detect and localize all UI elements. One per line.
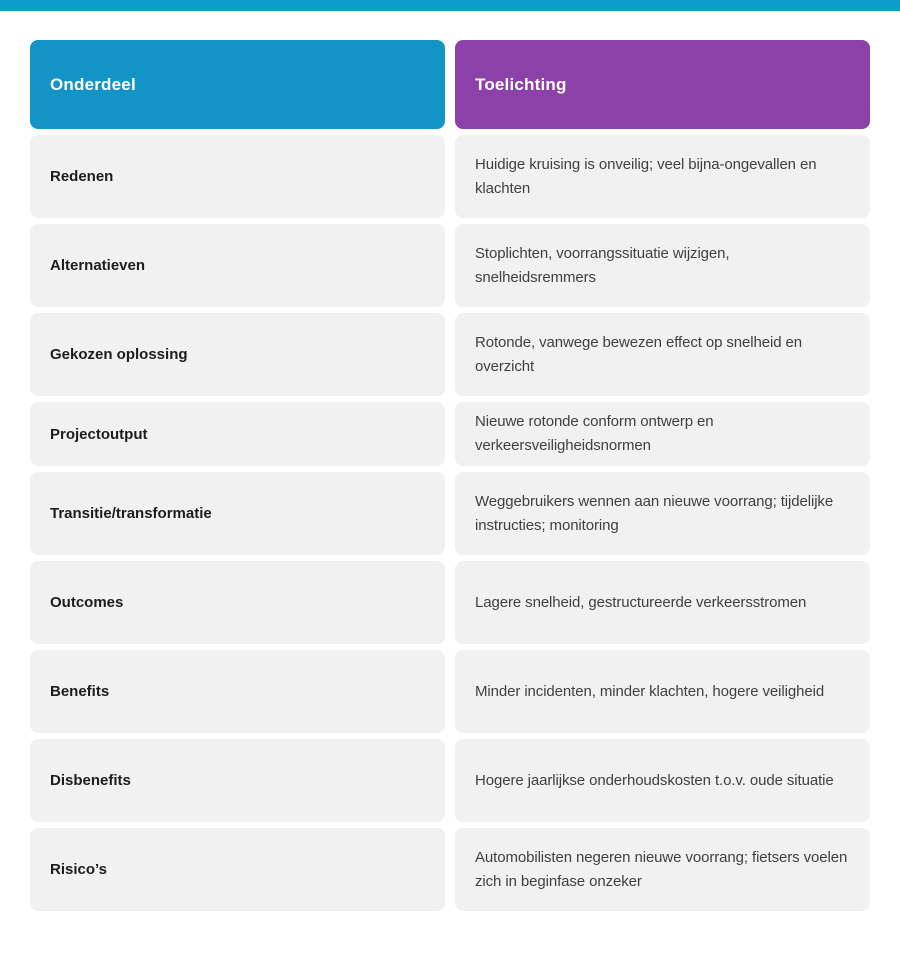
row-desc-redenen [455,135,870,218]
row-desc-risicos [455,828,870,911]
row-desc-text: Huidige kruising is onveilig; veel bijna-ongevallen en klachten [475,155,817,197]
row-desc-text: Stoplichten, voorrangssituatie wijzigen, snelheidsremmers [475,244,730,286]
row-label-text: Risico’s [50,861,107,878]
top-accent-bar [0,0,900,11]
row-desc-text: Lagere snelheid, gestructureerde verkeersstromen [475,593,807,611]
row-label-gekozen-oplossing [30,313,445,396]
row-label-transitie-transformatie [30,472,445,555]
row-label-text: Projectoutput [50,425,148,443]
row-desc-text: Rotonde, vanwege bewezen effect op snelheid en overzicht [475,333,803,375]
row-desc-text: Minder incidenten, minder klachten, hogere veiligheid [475,682,825,700]
row-label-text: Alternatieven [50,257,146,274]
row-desc-alternatieven [455,224,870,307]
column-header-toelichting-label: Toelichting [475,74,567,94]
row-desc-gekozen-oplossing [455,313,870,396]
column-header-onderdeel [30,40,445,129]
row-label-text: Benefits [50,683,110,700]
row-label-benefits [30,650,445,733]
row-desc-transitie-transformatie [455,472,870,555]
row-label-text: Disbenefits [50,772,131,789]
row-desc-text: Weggebruikers wennen aan nieuwe voorrang; tijdelijke instructies; monitoring [475,492,834,534]
row-desc-text: Hogere jaarlijkse onderhoudskosten t.o.v. oude situatie [475,771,834,789]
row-label-text: Transitie/transformatie [50,505,212,522]
column-header-toelichting [455,40,870,129]
row-label-outcomes [30,561,445,644]
row-desc-text: Nieuwe rotonde conform ontwerp en verkeersveiligheidsnormen [475,413,714,454]
row-label-text: Redenen [50,168,114,185]
row-desc-disbenefits [455,739,870,822]
project-summary-table [30,40,870,911]
row-desc-outcomes [455,561,870,644]
row-label-disbenefits [30,739,445,822]
row-desc-projectoutput [455,402,870,466]
row-label-projectoutput [30,402,445,466]
row-desc-benefits [455,650,870,733]
row-label-alternatieven [30,224,445,307]
row-label-text: Gekozen oplossing [50,346,188,363]
row-desc-text: Automobilisten negeren nieuwe voorrang; fietsers voelen zich in beginfase onzeker [475,848,848,890]
row-label-text: Outcomes [50,594,124,611]
row-label-risicos [30,828,445,911]
row-label-redenen [30,135,445,218]
column-header-onderdeel-label: Onderdeel [50,74,136,94]
